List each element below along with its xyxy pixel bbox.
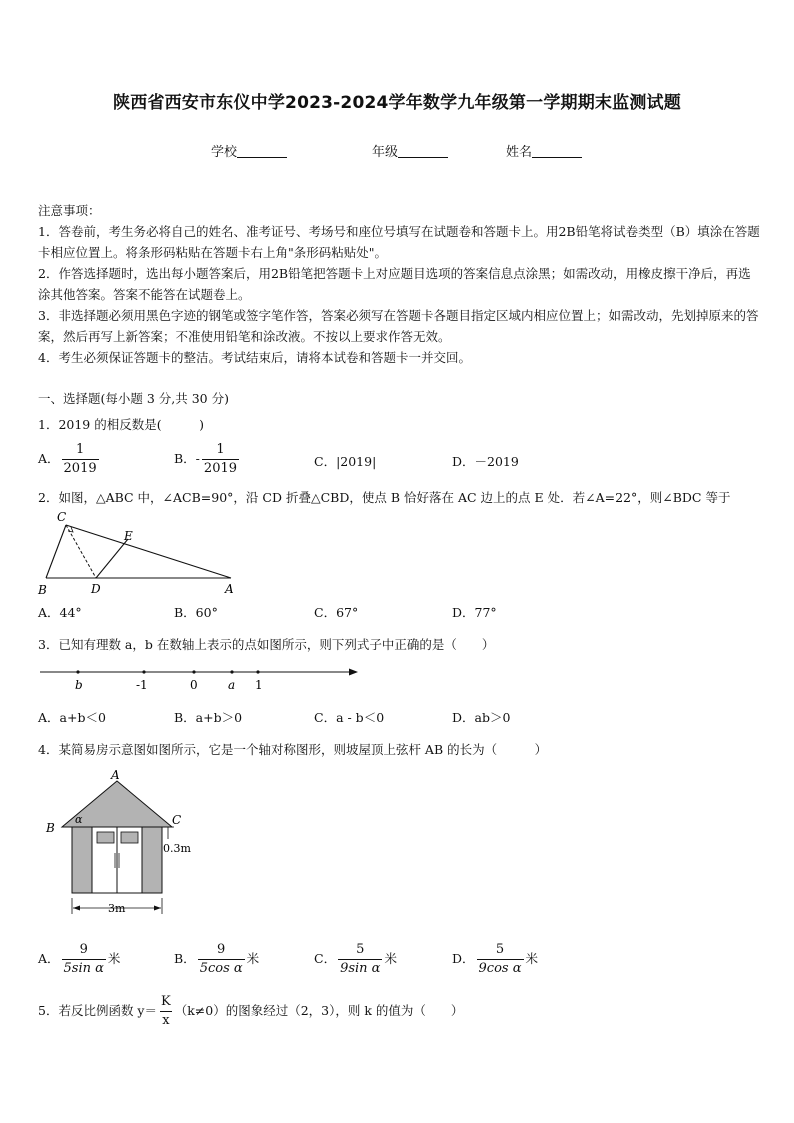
q3-number-line bbox=[36, 662, 366, 694]
q1-option-a: A． $\frac{1}{2019}$ bbox=[38, 442, 97, 476]
grade-field bbox=[372, 141, 448, 160]
q4-a-fraction: $\frac{9}{\text{5sin α}}$ bbox=[63, 942, 104, 976]
q2-label-b: B bbox=[38, 583, 47, 597]
school-label: 学校 bbox=[211, 145, 238, 160]
q5-stem: 5．若反比例函数 y＝ $\frac{K}{x}$ （k≠0）的图象经过（2，3），则 k 的值为（ ） bbox=[38, 994, 464, 1028]
q1-stem: 1．2019 的相反数是( ) bbox=[38, 417, 204, 432]
q3-option-b: B．a+b＞0 bbox=[174, 710, 243, 725]
q3-tick-one: 1 bbox=[255, 678, 263, 692]
q3-tick-b: b bbox=[75, 678, 83, 692]
q4-option-c: C． $\frac{5}{\text{9sin α}}$ 米 bbox=[314, 942, 397, 976]
note-item-4: 4．考生必须保证答题卡的整洁。考试结束后，请将本试卷和答题卡一并交回。 bbox=[38, 350, 471, 365]
q4-label-alpha: α bbox=[75, 813, 83, 826]
q1-option-d: D．－2019 bbox=[452, 454, 519, 469]
q4-c-fraction: $\frac{5}{\text{9sin α}}$ bbox=[340, 942, 381, 976]
q1-option-c: C．|2019| bbox=[314, 454, 377, 469]
q2-triangle-figure bbox=[36, 508, 246, 598]
q2-option-a: A．44° bbox=[38, 605, 82, 620]
note-item-1: 1．答卷前，考生务必将自己的姓名、准考证号、考场号和座位号填写在试题卷和答题卡上。用2B铅笔将试卷类型（B）填涂在答题卡相应位置上。将条形码粘贴在答题卡右上角"条形码粘贴处"。 bbox=[38, 224, 760, 260]
q4-label-c: C bbox=[172, 813, 182, 827]
section-heading: 一、选择题(每小题 3 分,共 30 分) bbox=[38, 391, 229, 406]
q2-stem: 2．如图，△ABC 中，∠ACB=90°，沿 CD 折叠△CBD，使点 B 恰好落在 AC 边上的点 E 处．若∠A=22°，则∠BDC 等于 bbox=[38, 490, 731, 505]
q1-a-fraction: $\frac{1}{2019}$ bbox=[63, 442, 97, 476]
q3-tick-a: a bbox=[228, 678, 236, 692]
q5-fraction: $\frac{K}{x}$ bbox=[161, 994, 171, 1028]
q2-label-c: C bbox=[57, 510, 67, 524]
q2-option-c: C．67° bbox=[314, 605, 359, 620]
q3-stem: 3．已知有理数 a，b 在数轴上表示的点如图所示，则下列式子中正确的是（ ） bbox=[38, 637, 495, 652]
q1-option-b: B．- $\frac{1}{2019}$ bbox=[174, 442, 238, 476]
q2-option-b: B．60° bbox=[174, 605, 218, 620]
name-label: 姓名 bbox=[506, 145, 533, 160]
grade-label: 年级 bbox=[372, 145, 399, 160]
q4-stem: 4．某简易房示意图如图所示，它是一个轴对称图形，则坡屋顶上弦杆 AB 的长为（ ） bbox=[38, 742, 548, 757]
q4-house-figure bbox=[42, 768, 202, 918]
q4-label-b: B bbox=[46, 821, 55, 835]
q4-option-b: B． $\frac{9}{\text{5cos α}}$ 米 bbox=[174, 942, 260, 976]
name-field bbox=[506, 141, 582, 160]
q4-b-fraction: $\frac{9}{\text{5cos α}}$ bbox=[199, 942, 243, 976]
q4-d-fraction: $\frac{5}{\text{9cos α}}$ bbox=[478, 942, 522, 976]
note-item-2: 2．作答选择题时，选出每小题答案后，用2B铅笔把答题卡上对应题目选项的答案信息点涂黑；如需改动，用橡皮擦干净后，再选涂其他答案。答案不能答在试题卷上。 bbox=[38, 266, 751, 302]
q1-b-fraction: $\frac{1}{2019}$ bbox=[203, 442, 238, 476]
q2-label-a: A bbox=[225, 582, 234, 596]
school-field bbox=[211, 141, 287, 160]
q4-label-width: 3m bbox=[108, 902, 126, 915]
school-blank bbox=[237, 144, 287, 158]
name-blank bbox=[532, 144, 582, 158]
q4-option-a: A． $\frac{9}{\text{5sin α}}$ 米 bbox=[38, 942, 121, 976]
q3-tick-zero: 0 bbox=[190, 678, 198, 692]
note-item-3: 3．非选择题必须用黑色字迹的钢笔或签字笔作答，答案必须写在答题卡各题目指定区域内相应位置上；如需改动，先划掉原来的答案，然后再写上新答案；不准使用铅笔和涂改液。不按以上要求作答无效。 bbox=[38, 308, 759, 344]
q4-label-height: 0.3m bbox=[163, 842, 191, 855]
q3-option-a: A．a+b＜0 bbox=[38, 710, 106, 725]
q2-option-d: D．77° bbox=[452, 605, 497, 620]
q4-label-a: A bbox=[111, 768, 120, 782]
q3-option-d: D．ab＞0 bbox=[452, 710, 511, 725]
grade-blank bbox=[398, 144, 448, 158]
q3-tick-minus-one: -1 bbox=[136, 678, 148, 692]
q2-label-e: E bbox=[124, 529, 133, 543]
notes-heading: 注意事项： bbox=[38, 203, 101, 218]
q3-option-c: C．a - b＜0 bbox=[314, 710, 385, 725]
q4-option-d: D． $\frac{5}{\text{9cos α}}$ 米 bbox=[452, 942, 539, 976]
q2-label-d: D bbox=[91, 582, 101, 596]
page-title: 陕西省西安市东仪中学2023-2024学年数学九年级第一学期期末监测试题 bbox=[113, 93, 681, 113]
